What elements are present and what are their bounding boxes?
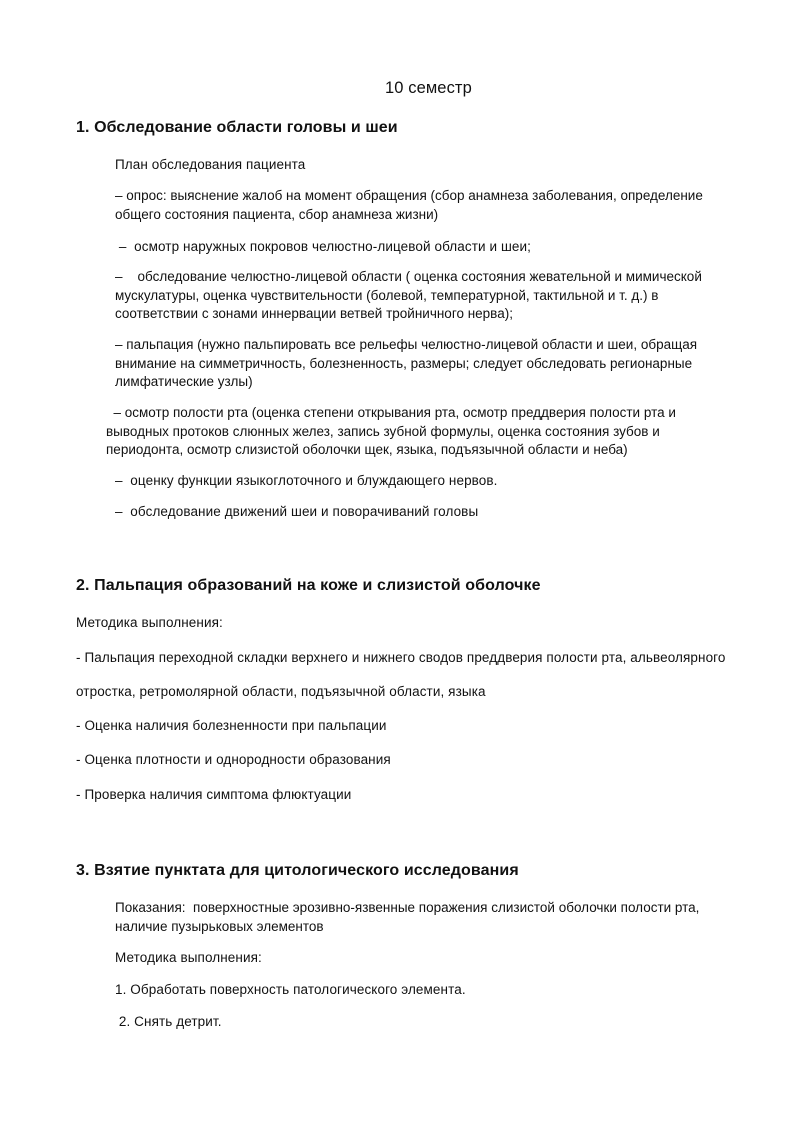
exam-item-oral-inspection-line: периодонта, осмотр слизистой оболочки щек, языка, подъязычной области и неба) — [106, 442, 628, 457]
exam-item-palpation-line: лимфатические узлы) — [115, 374, 253, 389]
section-2-heading: 2. Пальпация образований на коже и слизистой оболочке — [76, 577, 541, 594]
exam-item-palpation-line: внимание на симметричность, болезненность, размеры; следует обследовать регионарные — [115, 355, 693, 371]
exam-item-interview-line: – опрос: выяснение жалоб на момент обращения (сбор анамнеза заболевания, определение — [115, 188, 703, 203]
section-2-step: - Проверка наличия симптома флюктуации — [76, 787, 352, 802]
exam-item-oral-inspection-line: – осмотр полости рта (оценка степени открывания рта, осмотр преддверия полости рта и — [106, 405, 676, 420]
plan-label: План обследования пациента — [115, 157, 306, 172]
exam-item-neck-movement: – обследование движений шеи и поворачиваний головы — [115, 504, 479, 519]
exam-item-interview — [115, 187, 715, 224]
section-3-indications-line: Показания: поверхностные эрозивно-язвенные поражения слизистой оболочки полости рта, — [115, 900, 700, 915]
section-3-step-1: 1. Обработать поверхность патологического элемента. — [115, 982, 466, 997]
exam-item-nerve-function: – оценку функции языкоглоточного и блуждающего нервов. — [115, 473, 498, 488]
exam-item-interview-line: общего состояния пациента, сбор анамнеза жизни) — [115, 206, 439, 222]
section-3-indications — [115, 899, 715, 936]
section-1-heading: 1. Обследование области головы и шеи — [76, 119, 398, 136]
exam-item-palpation — [115, 336, 715, 392]
exam-item-external-inspection: – осмотр наружных покровов челюстно-лицевой области и шеи; — [115, 239, 532, 254]
exam-item-oral-inspection — [106, 404, 706, 460]
section-2-step: - Оценка плотности и однородности образования — [76, 752, 391, 767]
section-2-step: отростка, ретромолярной области, подъязычной области, языка — [76, 684, 486, 699]
section-2-step: - Пальпация переходной складки верхнего и нижнего сводов преддверия полости рта, альвеолярного — [76, 650, 726, 665]
section-3-heading: 3. Взятие пунктата для цитологического исследования — [76, 862, 519, 879]
section-3-indications-line: наличие пузырьковых элементов — [115, 918, 324, 934]
section-3-step-2: 2. Снять детрит. — [115, 1014, 222, 1029]
exam-item-maxillofacial-line: – обследование челюстно-лицевой области ( оценка состояния жевательной и мимической — [115, 269, 702, 284]
exam-item-oral-inspection-line: выводных протоков слюнных желез, запись зубной формулы, оценка состояния зубов и — [106, 423, 660, 439]
exam-item-palpation-line: – пальпация (нужно пальпировать все рельефы челюстно-лицевой области и шеи, обращая — [115, 337, 698, 352]
section-2-step: - Оценка наличия болезненности при пальпации — [76, 718, 387, 733]
exam-item-maxillofacial-line: мускулатуры, оценка чувствительности (болевой, температурной, тактильной и т. д.) в — [115, 287, 659, 303]
semester-title: 10 семестр — [385, 79, 472, 97]
section-3-method-label: Методика выполнения: — [115, 950, 262, 965]
exam-item-maxillofacial-line: соответствии с зонами иннервации ветвей тройничного нерва); — [115, 306, 513, 321]
section-2-method-label: Методика выполнения: — [76, 615, 223, 630]
exam-item-maxillofacial — [115, 268, 715, 324]
